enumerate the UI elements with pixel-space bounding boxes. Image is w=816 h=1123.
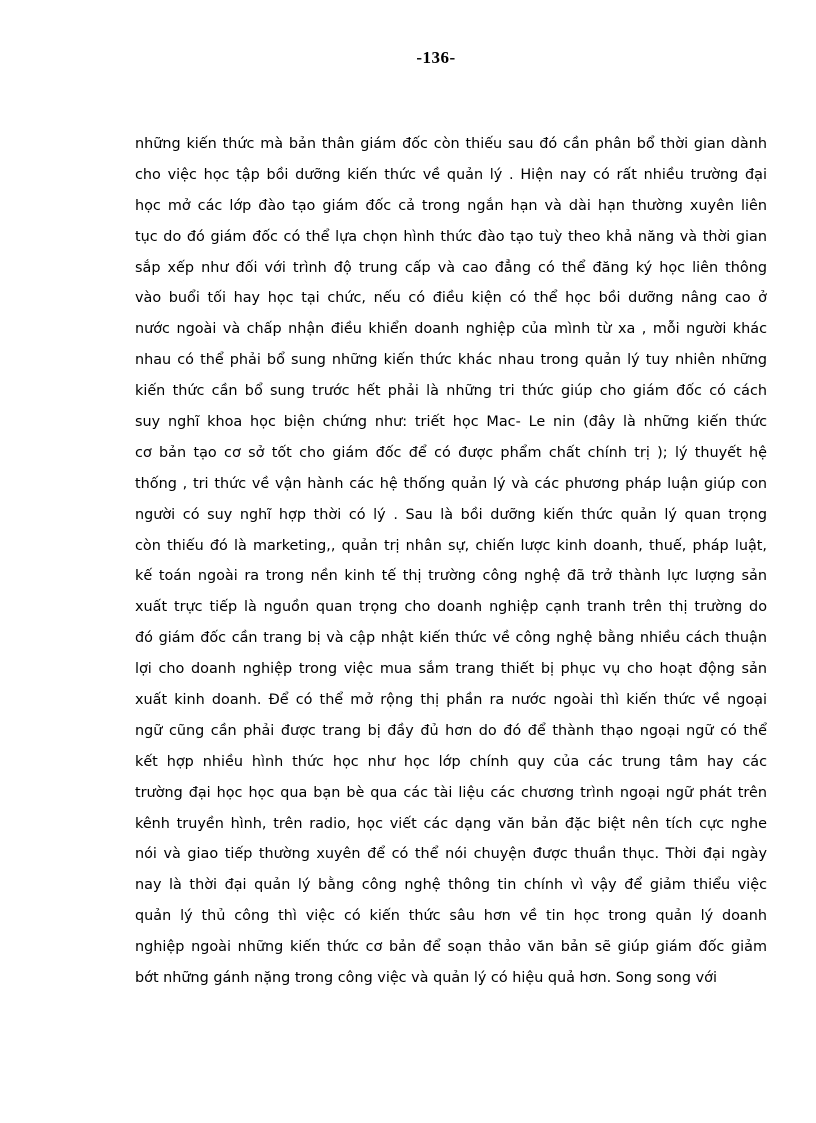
text-line: suy nghĩ khoa học biện chứng như: triết học Mac- Le nin (đây là những kiến thức bbox=[135, 414, 767, 431]
text-line: bớt những gánh nặng trong công việc và quản lý có hiệu quả hơn. Song song với bbox=[135, 970, 717, 987]
text-line: kênh truyền hình, trên radio, học viết các dạng văn bản đặc biệt nên tích cực nghe bbox=[135, 815, 767, 832]
text-line: tục do đó giám đốc có thể lựa chọn hình thức đào tạo tuỳ theo khả năng và thời gian bbox=[135, 228, 767, 245]
text-line: cơ bản tạo cơ sở tốt cho giám đốc để có được phẩm chất chính trị ); lý thuyết hệ bbox=[135, 444, 767, 461]
text-line: đó giám đốc cần trang bị và cập nhật kiến thức về công nghệ bằng nhiều cách thuận bbox=[135, 630, 767, 647]
text-line: kết hợp nhiều hình thức học như học lớp chính quy của các trung tâm hay các bbox=[135, 753, 767, 770]
page-number: -136- bbox=[416, 48, 456, 67]
text-line: nay là thời đại quản lý bằng công nghệ thông tin chính vì vậy để giảm thiểu việc bbox=[135, 877, 767, 894]
text-line: trường đại học học qua bạn bè qua các tài liệu các chương trình ngoại ngữ phát trên bbox=[135, 784, 767, 801]
text-line: vào buổi tối hay học tại chức, nếu có điều kiện có thể học bồi dưỡng nâng cao ở bbox=[135, 290, 767, 307]
text-line: còn thiếu đó là marketing,, quản trị nhân sự, chiến lược kinh doanh, thuế, pháp luật, bbox=[135, 537, 767, 554]
text-line: xuất kinh doanh. Để có thể mở rộng thị phần ra nước ngoài thì kiến thức về ngoại bbox=[135, 692, 767, 709]
text-line: nói và giao tiếp thường xuyên để có thể nói chuyện được thuần thục. Thời đại ngày bbox=[135, 846, 767, 863]
text-line: người có suy nghĩ hợp thời có lý . Sau là bồi dưỡng kiến thức quản lý quan trọng bbox=[135, 506, 767, 523]
text-line: nghiệp ngoài những kiến thức cơ bản để soạn thảo văn bản sẽ giúp giám đốc giảm bbox=[135, 939, 767, 956]
text-line: những kiến thức mà bản thân giám đốc còn thiếu sau đó cần phân bổ thời gian dành bbox=[135, 136, 767, 152]
text-line: nước ngoài và chấp nhận điều khiển doanh nghiệp của mình từ xa , mỗi người khác bbox=[135, 321, 767, 338]
text-line: ngữ cũng cần phải được trang bị đầy đủ hơn do đó để thành thạo ngoại ngữ có thể bbox=[135, 722, 767, 739]
text-line: xuất trực tiếp là nguồn quan trọng cho doanh nghiệp cạnh tranh trên thị trường do bbox=[135, 599, 767, 616]
text-line: kiến thức cần bổ sung trước hết phải là những tri thức giúp cho giám đốc có cách bbox=[135, 383, 767, 400]
text-line: cho việc học tập bồi dưỡng kiến thức về quản lý . Hiện nay có rất nhiều trường đại bbox=[135, 166, 767, 183]
text-line: học mở các lớp đào tạo giám đốc cả trong ngắn hạn và dài hạn thường xuyên liên bbox=[135, 197, 767, 214]
text-line: kế toán ngoài ra trong nền kinh tế thị trường công nghệ đã trở thành lực lượng sản bbox=[135, 568, 767, 585]
text-line: sắp xếp như đối với trình độ trung cấp và cao đẳng có thể đăng ký học liên thông bbox=[135, 259, 767, 276]
text-line: quản lý thủ công thì việc có kiến thức sâu hơn về tin học trong quản lý doanh bbox=[135, 908, 767, 925]
text-line: thống , tri thức về vận hành các hệ thống quản lý và các phương pháp luận giúp con bbox=[135, 475, 767, 492]
text-line: nhau có thể phải bổ sung những kiến thức khác nhau trong quản lý tuy nhiên những bbox=[135, 352, 767, 369]
text-line: lợi cho doanh nghiệp trong việc mua sắm trang thiết bị phục vụ cho hoạt động sản bbox=[135, 661, 767, 678]
body-paragraph bbox=[135, 131, 767, 996]
